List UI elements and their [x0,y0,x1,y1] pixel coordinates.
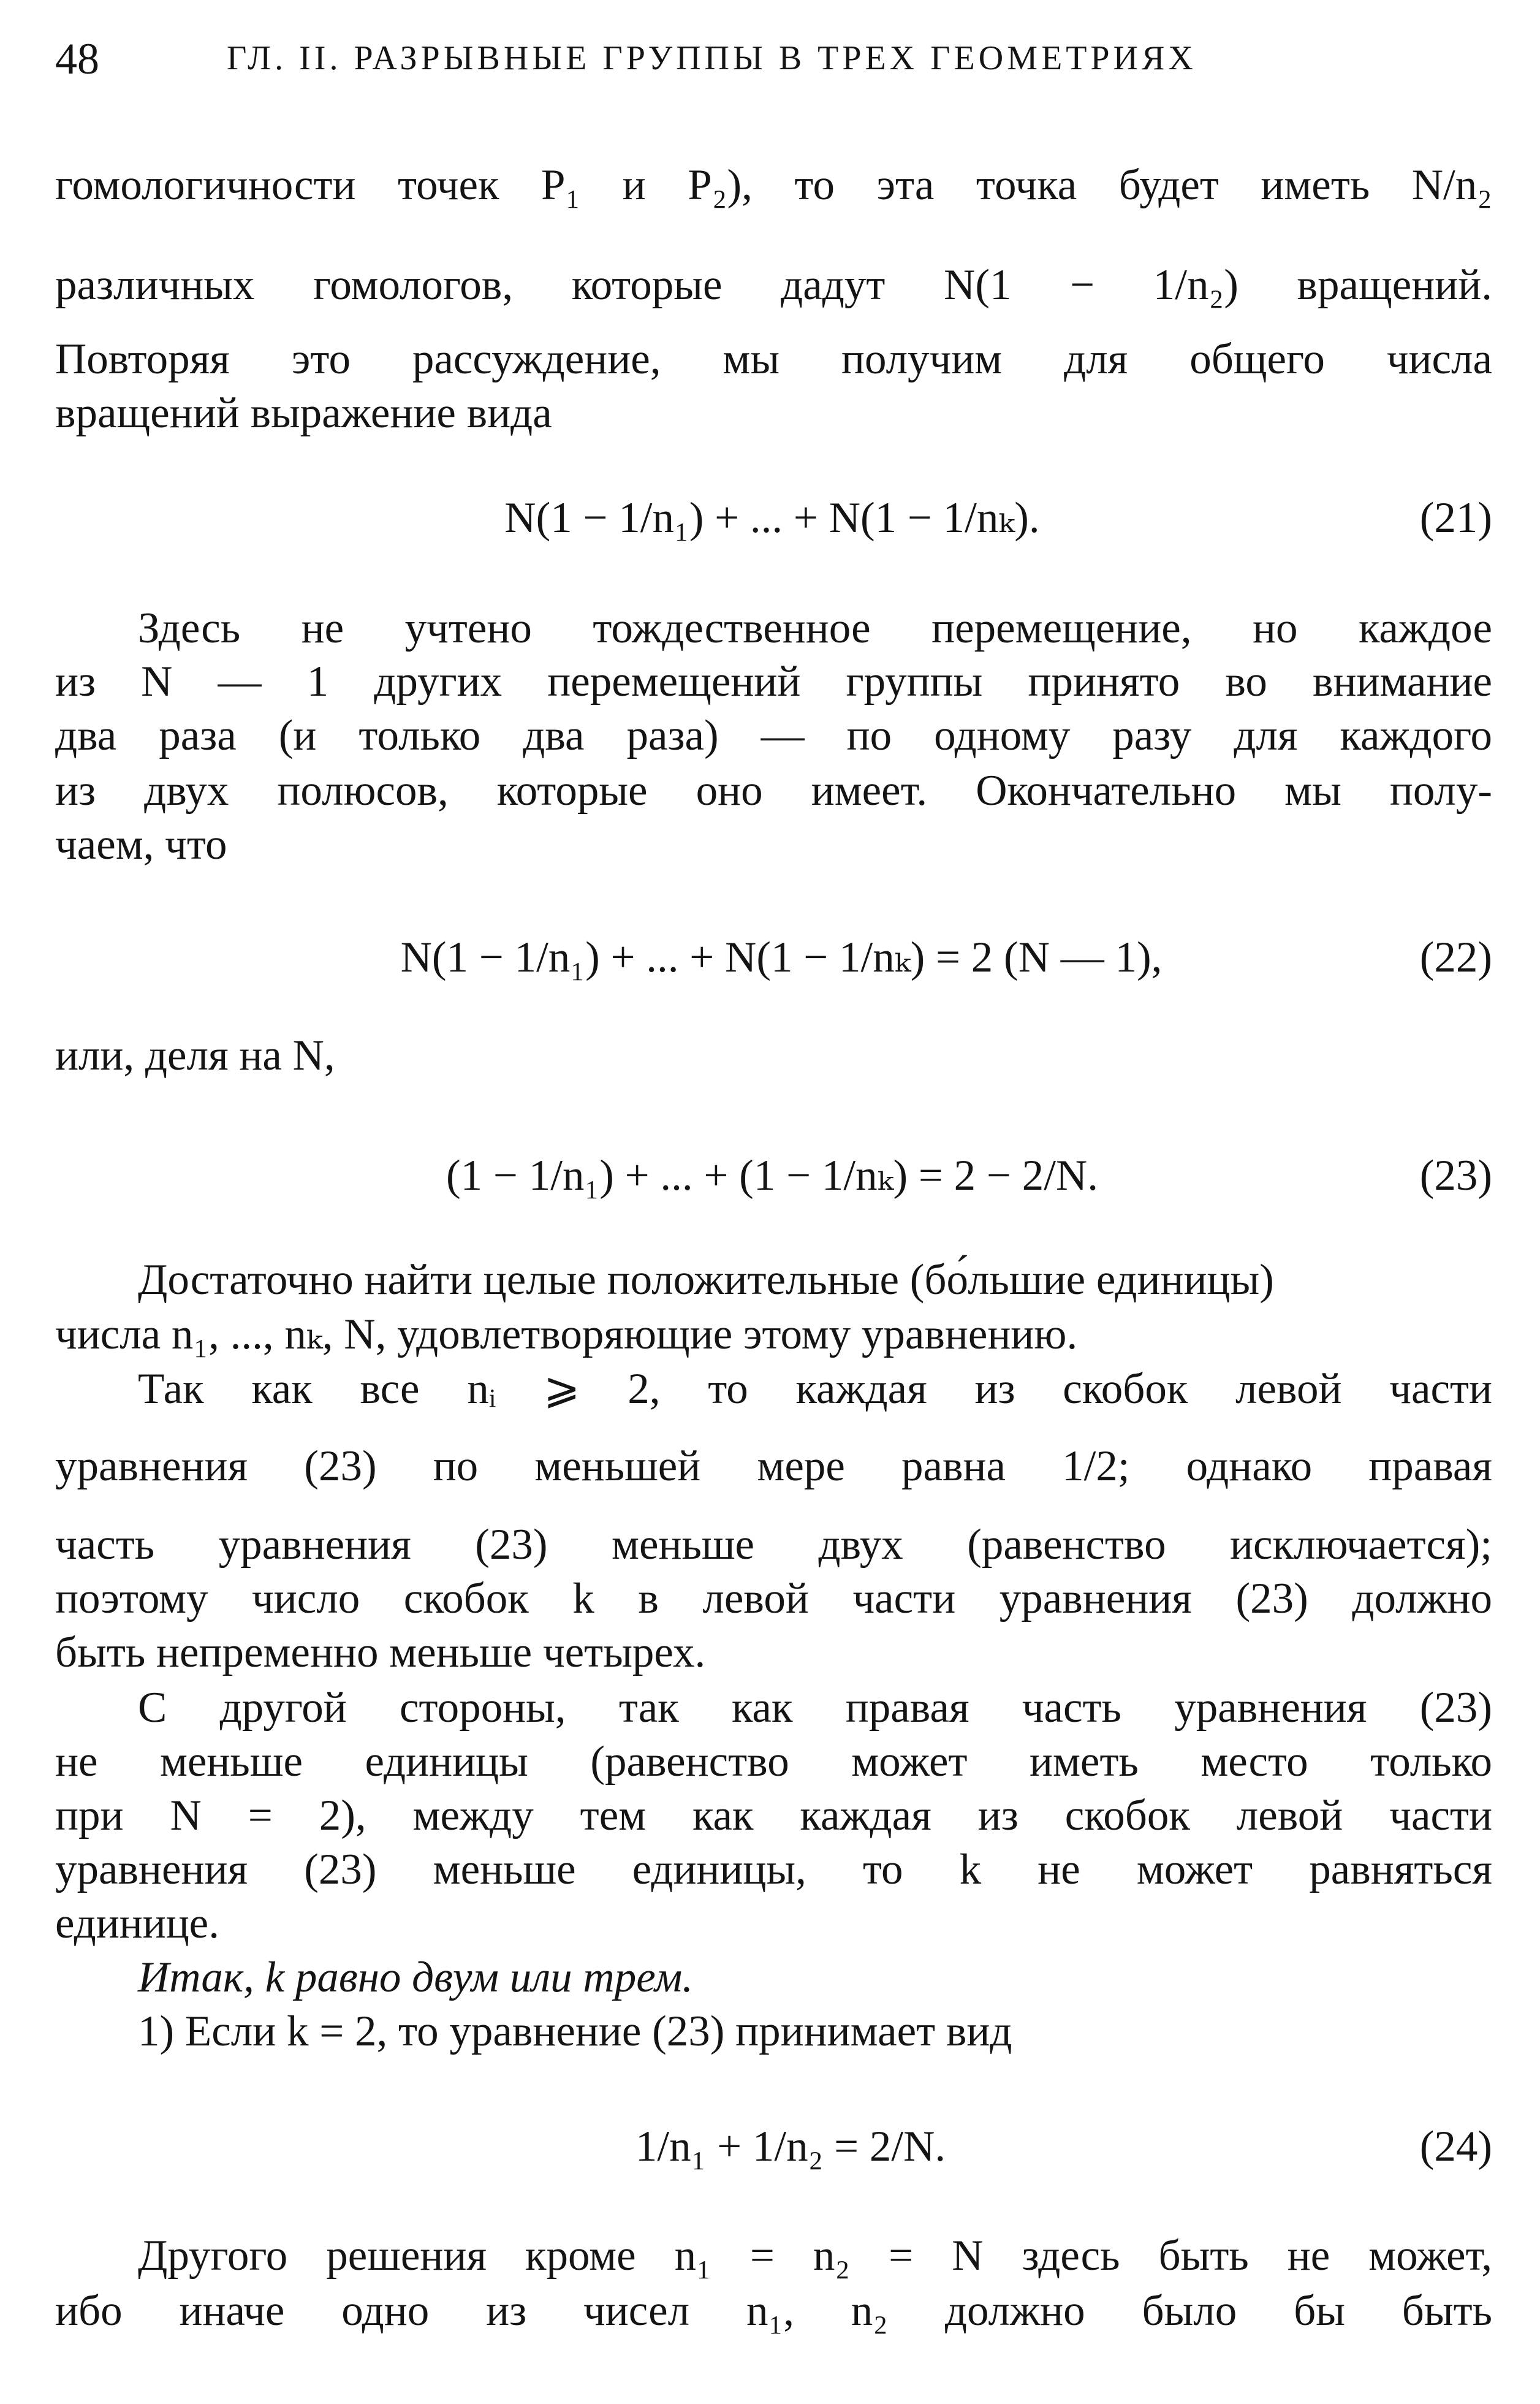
text-line: Другого решения кроме n₁ = n₂ = N здесь быть не может, [138,2232,1492,2280]
equation-formula: N(1 − 1/n₁) + ... + N(1 − 1/nₖ). [504,494,1040,542]
text-line: Здесь не учтено тождественное перемещение, но каждое [138,604,1492,652]
text-line: различных гомологов, которые дадут N(1 − 1/n₂) вращений. [55,261,1492,309]
text-line-italic: Итак, k равно двум или трем. [138,1953,694,2001]
equation-number: (24) [1419,2123,1492,2170]
text-line: быть непременно меньше четырех. [55,1629,706,1676]
equation-number: (22) [1419,934,1492,981]
running-header [55,34,1489,89]
text-line: поэтому число скобок k в левой части уравнения (23) должно [55,1575,1492,1622]
equation-number: (21) [1419,494,1492,542]
text-line: единице. [55,1900,219,1947]
equation-formula: 1/n₁ + 1/n₂ = 2/N. [635,2123,946,2170]
text-line: при N = 2), между тем как каждая из скобок левой части [55,1792,1492,1839]
equation-formula: N(1 − 1/n₁) + ... + N(1 − 1/nₖ) = 2 (N — 1), [400,934,1163,981]
text-line: ибо иначе одно из чисел n₁, n₂ должно было бы быть [55,2287,1492,2335]
text-line: Повторяя это рассуждение, мы получим для общего числа [55,335,1492,383]
page-number: 48 [55,34,99,83]
text-line: чаем, что [55,821,227,869]
text-line: уравнения (23) по меньшей мере равна 1/2; однако правая [55,1442,1492,1490]
equation-number: (23) [1419,1152,1492,1200]
text-line: из N — 1 других перемещений группы принято во внимание [55,658,1492,706]
text-line: вращений выражение вида [55,389,552,437]
text-line: два раза (и только два раза) — по одному разу для каждого [55,712,1492,759]
text-line: не меньше единицы (равенство может иметь место только [55,1738,1492,1786]
text-line: уравнения (23) меньше единицы, то k не может равняться [55,1846,1492,1893]
text-line: часть уравнения (23) меньше двух (равенство исключается); [55,1521,1492,1569]
text-line: числа n₁, ..., nₖ, N, удовлетворяющие этому уравнению. [55,1310,1078,1358]
text-line: или, деля на N, [55,1032,335,1079]
text-line: С другой стороны, так как правая часть уравнения (23) [138,1684,1492,1732]
text-line: Так как все nᵢ ⩾ 2, то каждая из скобок левой части [138,1365,1492,1413]
text-line: из двух полюсов, которые оно имеет. Окончательно мы полу- [55,767,1492,815]
chapter-title: ГЛ. II. РАЗРЫВНЫЕ ГРУППЫ В ТРЕХ ГЕОМЕТРИЯХ [227,39,1197,77]
equation-formula: (1 − 1/n₁) + ... + (1 − 1/nₖ) = 2 − 2/N. [446,1152,1098,1200]
text-line: гомологичности точек P₁ и P₂), то эта точка будет иметь N/n₂ [55,161,1492,209]
text-line: Достаточно найти целые положительные (бо́льшие единицы) [138,1256,1274,1304]
text-line: 1) Если k = 2, то уравнение (23) принимает вид [138,2007,1012,2055]
